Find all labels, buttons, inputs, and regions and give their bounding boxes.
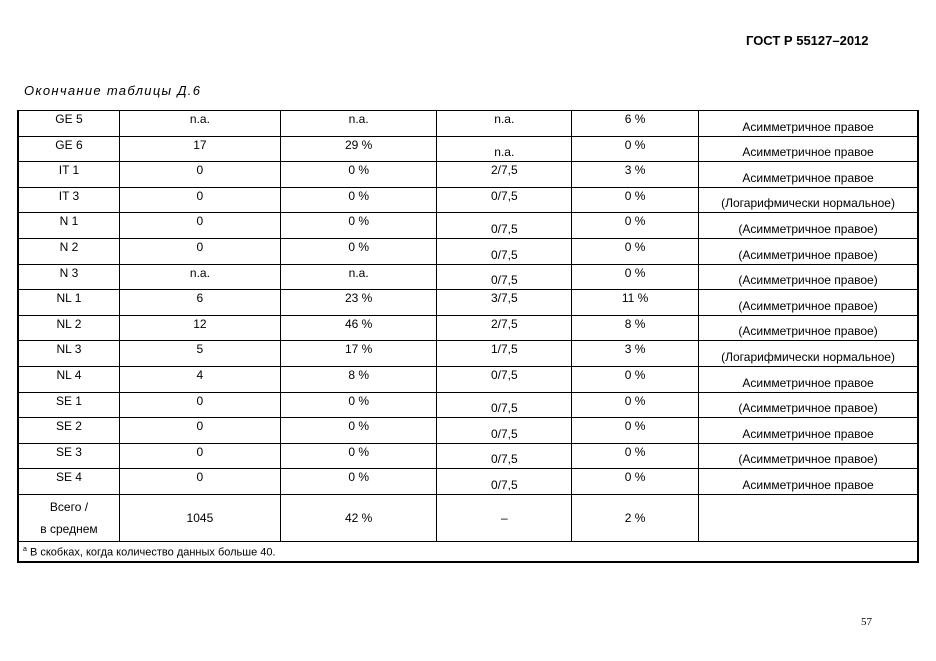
table-row (18, 341, 918, 367)
count-cell: 4 (119, 366, 280, 392)
count-cell: 0 (119, 213, 280, 239)
pct-cell: 0 % (280, 238, 437, 264)
dist-cell: (Асимметричное правое) (699, 213, 918, 239)
count-cell: 0 (119, 469, 280, 495)
share-cell: 0 % (572, 136, 699, 162)
total-pct-cell: 42 % (280, 494, 437, 541)
name-cell: GE 5 (18, 111, 119, 137)
share-cell: 0 % (572, 392, 699, 418)
pct-cell: n.a. (280, 264, 437, 290)
ratio-cell: 2/7,5 (437, 315, 572, 341)
count-cell: 0 (119, 443, 280, 469)
count-cell: 17 (119, 136, 280, 162)
table-row (18, 264, 918, 290)
table-row (18, 213, 918, 239)
table-row (18, 136, 918, 162)
pct-cell: 0 % (280, 443, 437, 469)
total-count-cell: 1045 (119, 494, 280, 541)
name-cell: NL 3 (18, 341, 119, 367)
share-cell: 0 % (572, 469, 699, 495)
pct-cell: 0 % (280, 392, 437, 418)
table-row (18, 469, 918, 495)
name-cell: NL 1 (18, 290, 119, 316)
standard-header: ГОСТ Р 55127–2012 (746, 33, 869, 48)
dist-cell: (Асимметричное правое) (699, 443, 918, 469)
table-row (18, 366, 918, 392)
pct-cell: 0 % (280, 187, 437, 213)
ratio-cell: 1/7,5 (437, 341, 572, 367)
footnote-mark: a (23, 545, 27, 553)
ratio-cell: 0/7,5 (437, 443, 572, 469)
dist-cell: Асимметричное правое (699, 111, 918, 137)
pct-cell: 0 % (280, 213, 437, 239)
name-cell: SE 4 (18, 469, 119, 495)
dist-cell: (Асимметричное правое) (699, 264, 918, 290)
name-cell: N 2 (18, 238, 119, 264)
name-cell: N 1 (18, 213, 119, 239)
share-cell: 0 % (572, 366, 699, 392)
table-row (18, 315, 918, 341)
ratio-cell: 0/7,5 (437, 238, 572, 264)
count-cell: 6 (119, 290, 280, 316)
dist-cell: Асимметричное правое (699, 418, 918, 444)
share-cell: 0 % (572, 238, 699, 264)
ratio-cell: 0/7,5 (437, 418, 572, 444)
pct-cell: 8 % (280, 366, 437, 392)
data-table (17, 110, 919, 563)
table-row (18, 162, 918, 188)
share-cell: 8 % (572, 315, 699, 341)
dist-cell: (Логарифмически нормальное) (699, 187, 918, 213)
share-cell: 0 % (572, 264, 699, 290)
ratio-cell: 0/7,5 (437, 392, 572, 418)
total-row (18, 494, 918, 541)
name-cell: SE 2 (18, 418, 119, 444)
table-row (18, 238, 918, 264)
table-row (18, 443, 918, 469)
count-cell: 0 (119, 418, 280, 444)
ratio-cell: 3/7,5 (437, 290, 572, 316)
dist-cell: Асимметричное правое (699, 366, 918, 392)
dist-cell: (Асимметричное правое) (699, 238, 918, 264)
count-cell: n.a. (119, 111, 280, 137)
total-ratio-cell: – (437, 494, 572, 541)
pct-cell: 0 % (280, 469, 437, 495)
name-cell: IT 3 (18, 187, 119, 213)
ratio-cell: 0/7,5 (437, 469, 572, 495)
page-number: 57 (861, 616, 872, 628)
share-cell: 11 % (572, 290, 699, 316)
dist-cell: (Асимметричное правое) (699, 315, 918, 341)
share-cell: 3 % (572, 341, 699, 367)
footnote-cell (18, 541, 918, 562)
count-cell: 0 (119, 162, 280, 188)
dist-cell: (Логарифмически нормальное) (699, 341, 918, 367)
footnote-row (18, 541, 918, 562)
table-caption: Окончание таблицы Д.6 (24, 83, 202, 98)
count-cell: 12 (119, 315, 280, 341)
total-name-cell: Всего / в среднем (18, 494, 119, 541)
table-row (18, 392, 918, 418)
pct-cell: 29 % (280, 136, 437, 162)
count-cell: 5 (119, 341, 280, 367)
ratio-cell: 0/7,5 (437, 264, 572, 290)
dist-cell: Асимметричное правое (699, 162, 918, 188)
pct-cell: 46 % (280, 315, 437, 341)
dist-cell: Асимметричное правое (699, 469, 918, 495)
name-cell: GE 6 (18, 136, 119, 162)
count-cell: 0 (119, 238, 280, 264)
share-cell: 0 % (572, 187, 699, 213)
total-dist-cell (699, 494, 918, 541)
name-cell: IT 1 (18, 162, 119, 188)
share-cell: 6 % (572, 111, 699, 137)
footnote-text: В скобках, когда количество данных больше 40. (26, 546, 276, 559)
dist-cell: (Асимметричное правое) (699, 290, 918, 316)
table-row (18, 187, 918, 213)
name-cell: NL 4 (18, 366, 119, 392)
ratio-cell: n.a. (437, 136, 572, 162)
pct-cell: 0 % (280, 162, 437, 188)
dist-cell: (Асимметричное правое) (699, 392, 918, 418)
table-row (18, 418, 918, 444)
count-cell: n.a. (119, 264, 280, 290)
pct-cell: n.a. (280, 111, 437, 137)
ratio-cell: 0/7,5 (437, 366, 572, 392)
table-row (18, 290, 918, 316)
ratio-cell: 2/7,5 (437, 162, 572, 188)
ratio-cell: 0/7,5 (437, 213, 572, 239)
name-cell: NL 2 (18, 315, 119, 341)
name-cell: N 3 (18, 264, 119, 290)
table-row (18, 111, 918, 137)
ratio-cell: 0/7,5 (437, 187, 572, 213)
count-cell: 0 (119, 187, 280, 213)
share-cell: 0 % (572, 213, 699, 239)
dist-cell: Асимметричное правое (699, 136, 918, 162)
name-cell: SE 1 (18, 392, 119, 418)
share-cell: 3 % (572, 162, 699, 188)
pct-cell: 23 % (280, 290, 437, 316)
count-cell: 0 (119, 392, 280, 418)
pct-cell: 0 % (280, 418, 437, 444)
pct-cell: 17 % (280, 341, 437, 367)
ratio-cell: n.a. (437, 111, 572, 137)
share-cell: 0 % (572, 418, 699, 444)
total-share-cell: 2 % (572, 494, 699, 541)
name-cell: SE 3 (18, 443, 119, 469)
share-cell: 0 % (572, 443, 699, 469)
